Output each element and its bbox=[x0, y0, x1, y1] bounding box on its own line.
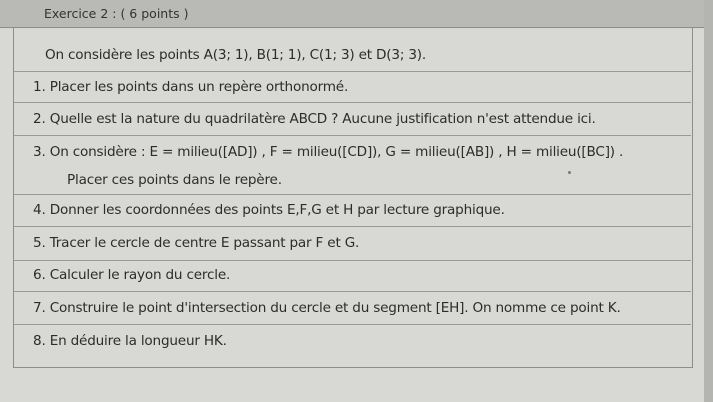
separator-line bbox=[14, 194, 691, 195]
question-3-continuation: Placer ces points dans le repère. bbox=[67, 172, 282, 188]
exercise-header bbox=[0, 0, 704, 28]
separator-line bbox=[14, 324, 691, 325]
separator-line bbox=[14, 135, 691, 136]
separator-line bbox=[14, 71, 691, 72]
question-8: 8. En déduire la longueur HK. bbox=[33, 333, 227, 349]
separator-line bbox=[14, 260, 691, 261]
exercise-intro: On considère les points A(3; 1), B(1; 1), C(1; 3) et D(3; 3). bbox=[45, 47, 427, 63]
question-3: 3. On considère : E = milieu([AD]) , F = milieu([CD]), G = milieu([AB]) , H = milieu([BC]) . bbox=[33, 144, 624, 160]
separator-line bbox=[14, 291, 691, 292]
question-1: 1. Placer les points dans un repère orthonormé. bbox=[33, 79, 349, 95]
pen-mark bbox=[568, 171, 571, 174]
separator-line bbox=[14, 226, 691, 227]
question-5: 5. Tracer le cercle de centre E passant par F et G. bbox=[33, 235, 360, 251]
separator-line bbox=[14, 102, 691, 103]
question-6: 6. Calculer le rayon du cercle. bbox=[33, 267, 231, 283]
question-7: 7. Construire le point d'intersection du cercle et du segment [EH]. On nomme ce point K. bbox=[33, 300, 621, 316]
exercise-title: Exercice 2 : ( 6 points ) bbox=[44, 6, 189, 21]
question-2: 2. Quelle est la nature du quadrilatère ABCD ? Aucune justification n'est attendue ici. bbox=[33, 111, 596, 127]
question-4: 4. Donner les coordonnées des points E,F,G et H par lecture graphique. bbox=[33, 202, 505, 218]
